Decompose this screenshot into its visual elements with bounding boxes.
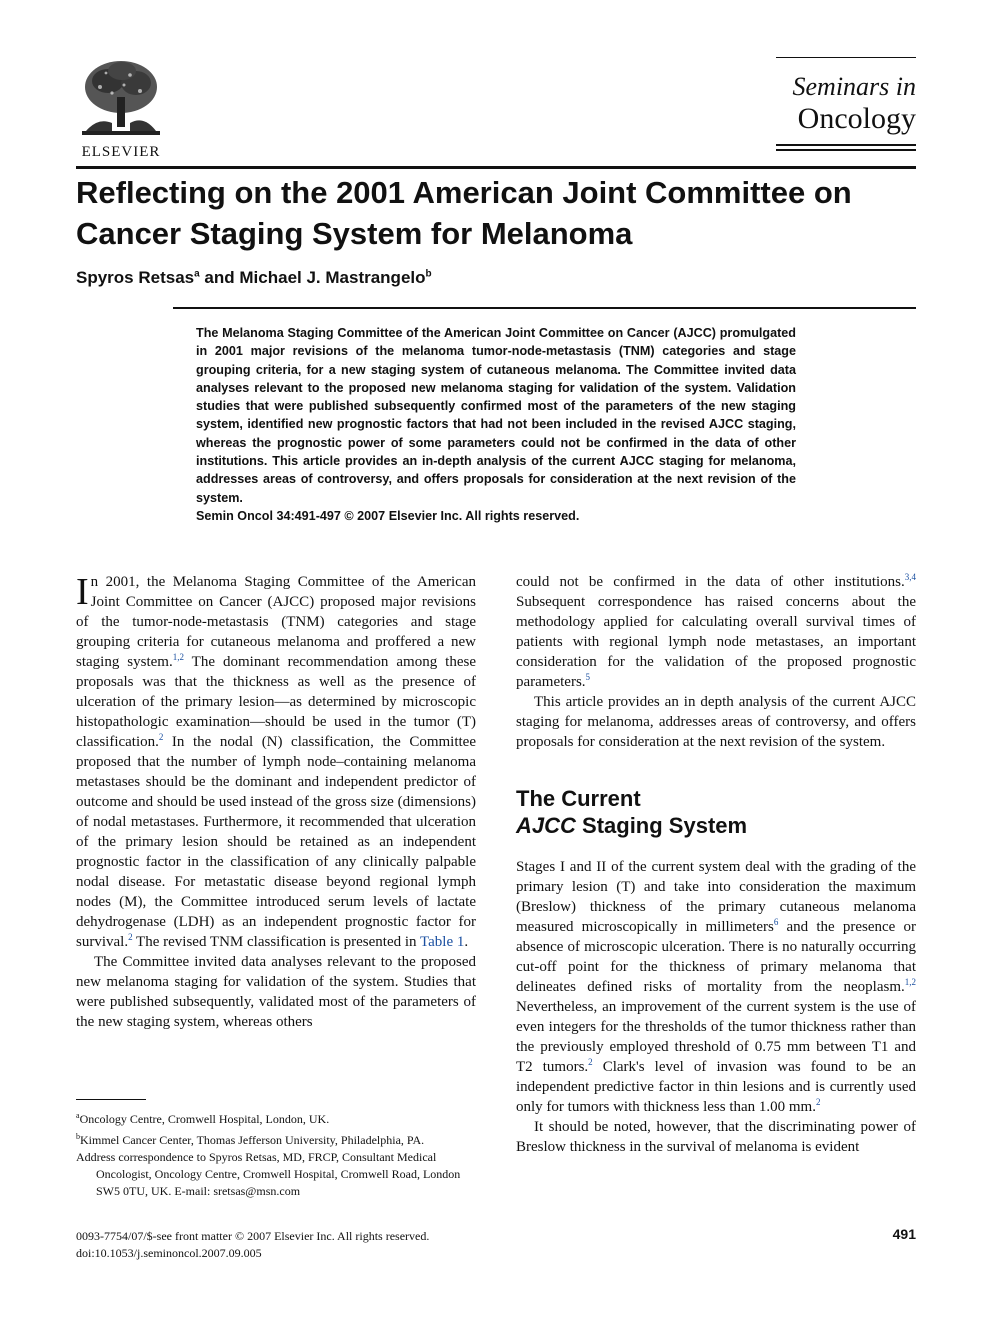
footnote-text: Oncology Centre, Cromwell Hospital, London, UK. — [79, 1112, 330, 1126]
paragraph-text: and the presence or absence of microscopic ulceration. There is no naturally occurring cut-off point for the thickness of primary melanoma that delineates defined risks of mortality from the neoplasm. — [516, 919, 916, 995]
masthead-rule-bottom-2 — [776, 149, 916, 151]
journal-name-line1: Seminars in — [792, 72, 916, 101]
citation-line: Semin Oncol 34:491-497 © 2007 Elsevier Inc. All rights reserved. — [196, 508, 580, 523]
paragraph-text: Subsequent correspondence has raised concerns about the methodology applied for calculating overall survival times of patients with regional lymph node metastases, an important consideration for the validation of the proposed prognostic parameters. — [516, 594, 916, 690]
issn-line: 0093-7754/07/$-see front matter © 2007 Elsevier Inc. All rights reserved. — [76, 1229, 430, 1243]
paragraph-text: could not be confirmed in the data of other institutions. — [516, 574, 905, 590]
doi-line[interactable]: doi:10.1053/j.seminoncol.2007.09.005 — [76, 1246, 262, 1260]
reference-link[interactable]: 3,4 — [904, 572, 916, 582]
author-affiliation-mark: a — [194, 268, 200, 280]
journal-masthead — [776, 57, 916, 151]
body-paragraph: It should be noted, however, that the discriminating power of Breslow thickness in the survival of melanoma is evident — [516, 1119, 916, 1155]
section-heading — [516, 785, 916, 839]
reference-link[interactable]: 2 — [158, 732, 164, 742]
masthead-rule-bottom — [776, 144, 916, 146]
page-footer — [76, 1228, 429, 1262]
elsevier-tree-icon — [78, 57, 164, 137]
footnote-affiliation-b — [76, 1128, 476, 1149]
reference-link[interactable]: 2 — [815, 1097, 821, 1107]
paragraph-text: The dominant recommendation among these proposals was that the thickness as well as the presence of ulceration of the primary lesion—as determined by microscopic histopathologic examination—should be used in the tumor (T) classification. — [76, 654, 477, 750]
page-number: 491 — [892, 1226, 916, 1242]
body-paragraph: The Committee invited data analyses relevant to the proposed new melanoma staging for validation of the system. Studies that were published subsequently, validated most of the parameters of the new staging system, whereas others — [76, 954, 476, 1030]
publisher-name: ELSEVIER — [81, 144, 161, 160]
paragraph-text: n 2001, the Melanoma Staging Committee of the American Joint Committee on Cancer (AJCC) proposed major revisions of the tumor-node-metastasis (TNM) categories and stage grouping criteria for cutaneous melanoma and proffered a new staging system. — [76, 574, 476, 670]
abstract-text: The Melanoma Staging Committee of the American Joint Committee on Cancer (AJCC) promulgated in 2001 major revisions of the melanoma tumor-node-metastasis (TNM) categories and stage grouping criteria, for a new staging system of cutaneous melanoma. The Committee invited data analyses relevant to the proposed new melanoma staging for validation of the system. Validation studies that were published subsequently confirmed most of the parameters of the new staging system, identified new prognostic factors that had not been included in the revised AJCC staging, whereas the prognostic power of some parameters could not be confirmed in the data of other institutions. This article provides an in-depth analysis of the current AJCC staging for melanoma, addresses areas of controversy, and offers proposals for consideration at the next revision of the system. — [196, 326, 796, 505]
reference-link[interactable]: 6 — [773, 917, 779, 927]
footnote-mark: b — [76, 1132, 80, 1141]
journal-name-line2: Oncology — [797, 102, 916, 135]
body-paragraph: This article provides an in depth analysis of the current AJCC staging for melanoma, addresses areas of controversy, and offers proposals for consideration at the next revision of the system. — [516, 694, 916, 750]
reference-link[interactable]: 1,2 — [904, 977, 916, 987]
heading-emphasis: AJCC — [516, 813, 576, 838]
masthead-rule-top — [776, 57, 916, 58]
footnote-affiliation-a — [76, 1107, 476, 1128]
author-affiliation-mark: b — [425, 268, 432, 280]
table-1-link[interactable]: Table 1 — [420, 934, 465, 950]
paragraph-text: Stages I and II of the current system deal with the grading of the primary lesion (T) and take into consideration the maximum (Breslow) thickness of the primary cutaneous melanoma measured microscopically in millimeters — [516, 859, 916, 935]
heading-line: Staging System — [575, 813, 748, 838]
body-column-right — [516, 572, 916, 1157]
paragraph-text: Clark's level of invasion was found to be an independent predictive factor in thin lesions and is currently used only for tumors with thickness less than 1.00 mm. — [516, 1059, 916, 1115]
reference-link[interactable]: 2 — [588, 1057, 593, 1067]
author-joiner: and — [204, 268, 235, 287]
body-paragraph — [516, 572, 916, 692]
reference-link[interactable]: 5 — [585, 672, 591, 682]
article-title: Reflecting on the 2001 American Joint Committee on Cancer Staging System for Melanoma — [76, 175, 852, 251]
author-name: Spyros Retsas — [76, 268, 195, 287]
author-name: Michael J. Mastrangelo — [239, 268, 426, 287]
footnote-divider — [76, 1099, 146, 1100]
footnote-text: Kimmel Cancer Center, Thomas Jefferson University, Philadelphia, PA. — [80, 1133, 425, 1147]
paragraph-text: The revised TNM classification is presented in — [132, 934, 421, 950]
paragraph-text: Nevertheless, an improvement of the current system is the use of even integers for the thresholds of the tumor thickness rather than the previously employed threshold of 0.75 mm between T1 and T2 tumors. — [516, 999, 916, 1075]
author-list — [76, 268, 432, 288]
paragraph-text: In the nodal (N) classification, the Committee proposed that the number of lymph node–containing melanoma metastases should be the dominant and independent predictor of outcome and should be used instead of the gross size (dimensions) of nodal metastases. Furthermore, it recommended that ulceration of the primary lesion should be retained as an independent prognostic factor in the classification of any clinically palpable nodal disease. For metastatic disease beyond regional lymph nodes (M), the Committee introduced serum levels of lactate dehydrogenase (LDH) as an independent prognostic factor for survival. — [76, 734, 476, 950]
paragraph-text: . — [464, 934, 469, 950]
publisher-logo — [76, 57, 166, 160]
abstract-divider — [173, 307, 916, 309]
footnote-address: Address correspondence to Spyros Retsas, MD, FRCP, Consultant Medical Oncologist, Oncology Centre, Cromwell Hospital, Cromwell Road, London SW5 0TU, UK. E-mail: sretsas@msn.com — [76, 1150, 461, 1198]
header-divider — [76, 166, 916, 169]
body-column-left — [76, 572, 476, 1032]
reference-link[interactable]: 1,2 — [172, 652, 184, 662]
footnote-mark: a — [76, 1111, 80, 1120]
reference-link[interactable]: 2 — [128, 932, 133, 942]
drop-cap: I — [76, 571, 89, 613]
body-paragraph — [516, 857, 916, 1117]
body-paragraph — [76, 572, 476, 952]
heading-line: The Current — [516, 786, 641, 811]
abstract — [196, 324, 796, 525]
footnotes — [76, 1107, 476, 1200]
